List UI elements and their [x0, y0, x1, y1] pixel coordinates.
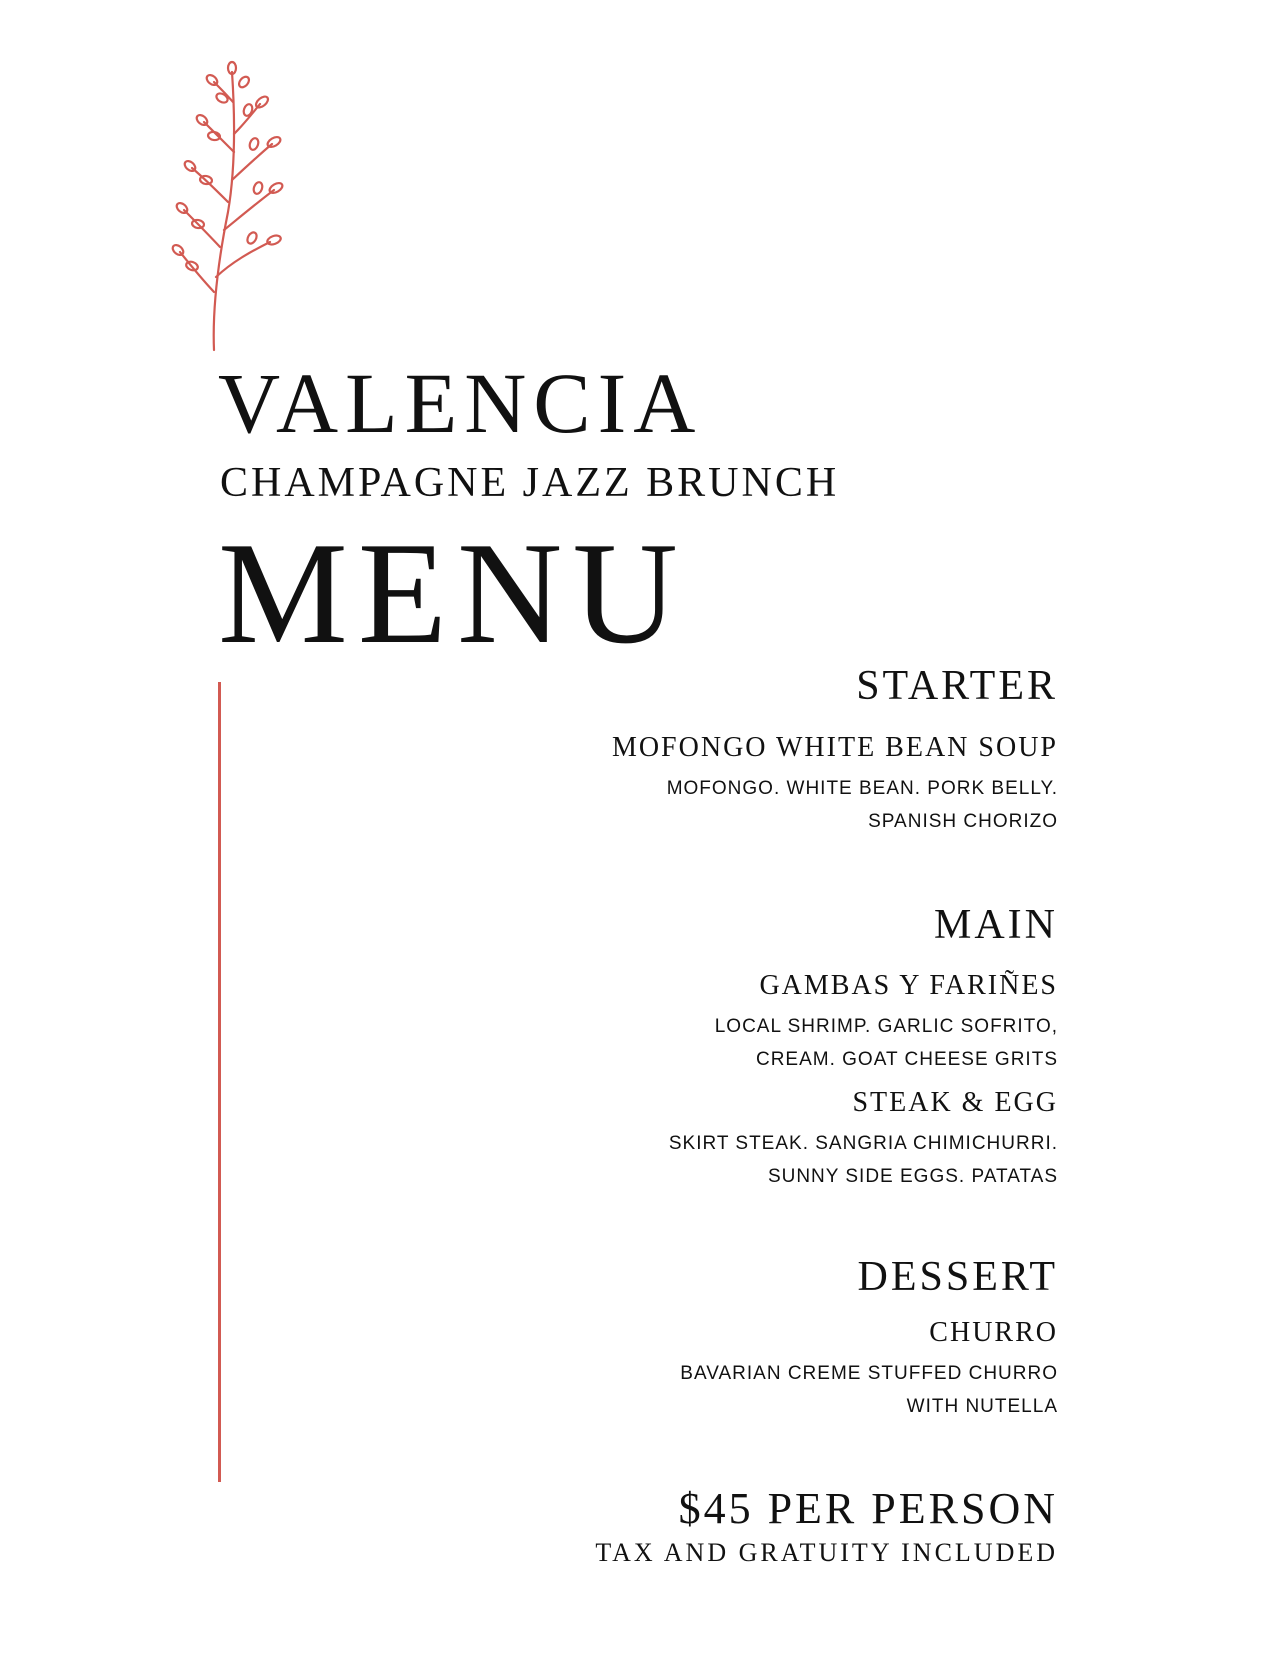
section-heading-dessert: DESSERT	[857, 1254, 1058, 1300]
dish-description-line: WITH NUTELLA	[906, 1396, 1058, 1417]
dish-description-gambas	[715, 1010, 1058, 1076]
restaurant-name: VALENCIA	[218, 355, 703, 451]
dish-description-line: LOCAL SHRIMP. GARLIC SOFRITO,	[714, 1016, 1058, 1037]
section-heading-main: MAIN	[934, 902, 1058, 948]
section-heading-starter: STARTER	[856, 663, 1058, 709]
botanical-sprig-icon	[170, 52, 300, 352]
dish-description-line: BAVARIAN CREME STUFFED CHURRO	[680, 1363, 1058, 1384]
dish-description-line: SPANISH CHORIZO	[868, 811, 1058, 832]
dish-description-mofongo	[667, 772, 1058, 838]
dish-name-mofongo: MOFONGO WHITE BEAN SOUP	[611, 732, 1058, 763]
dish-description-line: SKIRT STEAK. SANGRIA CHIMICHURRI.	[668, 1133, 1058, 1154]
event-subtitle: CHAMPAGNE JAZZ BRUNCH	[220, 460, 840, 506]
price-note: TAX AND GRATUITY INCLUDED	[595, 1538, 1058, 1567]
price-per-person: $45 PER PERSON	[678, 1484, 1058, 1533]
dish-description-line: MOFONGO. WHITE BEAN. PORK BELLY.	[666, 778, 1058, 799]
dish-name-churro: CHURRO	[929, 1317, 1058, 1348]
dish-description-churro	[680, 1357, 1058, 1423]
page-title: MENU	[218, 512, 688, 674]
dish-description-steak-egg	[669, 1127, 1058, 1193]
dish-description-line: SUNNY SIDE EGGS. PATATAS	[767, 1166, 1058, 1187]
dish-description-line: CREAM. GOAT CHEESE GRITS	[755, 1049, 1058, 1070]
dish-name-steak-egg: STEAK & EGG	[852, 1087, 1058, 1118]
vertical-divider	[218, 682, 221, 1482]
dish-name-gambas: GAMBAS Y FARIÑES	[759, 970, 1058, 1001]
